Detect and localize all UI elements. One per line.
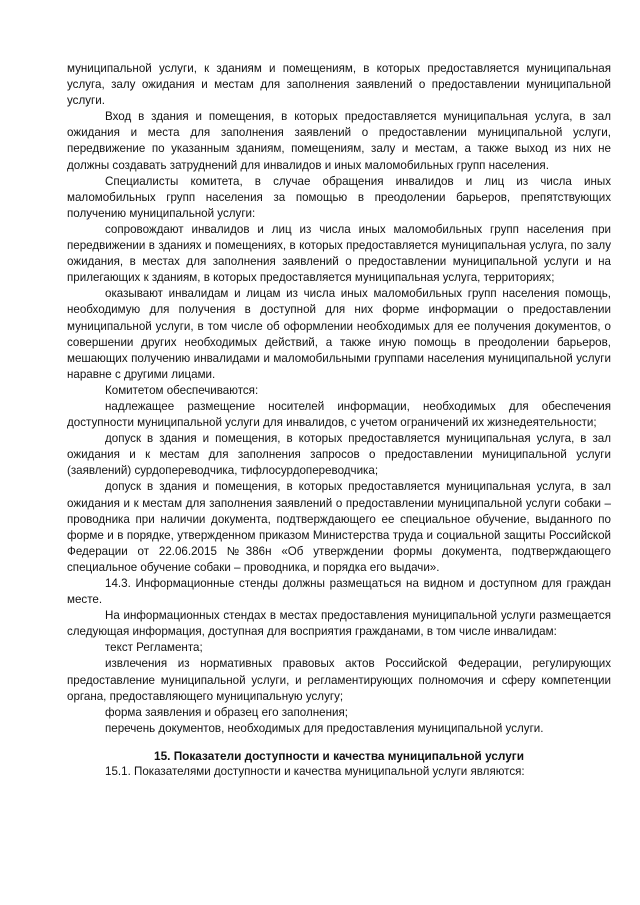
paragraph-3: Специалисты комитета, в случае обращения инвалидов и лиц из числа иных маломобильных групп населения за помощью в преодолении барьеров, препятствующих получению муниципальной услуги: xyxy=(67,174,611,220)
document-page xyxy=(67,61,611,780)
paragraph-16: 15.1. Показателями доступности и качества муниципальной услуги являются: xyxy=(105,765,525,779)
paragraph-7: надлежащее размещение носителей информации, необходимых для обеспечения доступности муниципальной услуги для инвалидов, с учетом ограничений их жизнедеятельности; xyxy=(67,399,611,430)
paragraph-12: текст Регламента; xyxy=(105,641,203,655)
paragraph-9: допуск в здания и помещения, в которых предоставляется муниципальная услуга, в зал ожидания и к местам для заполнения заявлений о предоставлении муниципальной услуги собаки – проводника при наличии документа, подтверждающего ее специальное обучение, выданного по форме и в порядке, утвержденном приказом Министерства труда и социальной защиты Российской Федерации от 22.06.2015 №386н «Об утверждении формы документа, подтверждающего специальное обучение собаки – проводника, и порядка его выдачи». xyxy=(67,480,611,574)
paragraph-4: сопровождают инвалидов и лиц из числа иных маломобильных групп населения при передвижении в зданиях и помещениях, в которых предоставляется муниципальная услуга, по залу ожидания, в местах для заполнения заявлений о предоставлении муниципальной услуги и на прилегающих к зданиям, в которых предоставляется муниципальная услуга, территориях; xyxy=(67,222,611,285)
paragraph-1: муниципальной услуги, к зданиям и помещениям, в которых предоставляется муниципальная услуга, залу ожидания и местам для заполнения заявлений о предоставлении муниципальной услуги. xyxy=(67,62,611,108)
paragraph-14: форма заявления и образец его заполнения; xyxy=(105,705,348,719)
paragraph-13: извлечения из нормативных правовых актов Российской Федерации, регулирующих предоставление муниципальной услуги, и регламентирующих полномочия и сферу компетенции органа, предоставляющего муниципальную услугу; xyxy=(67,657,611,703)
paragraph-5: оказывают инвалидам и лицам из числа иных маломобильных групп населения помощь, необходимую для получения в доступной для них форме информации о предоставлении муниципальной услуги, в том числе об оформлении необходимых для ее получения документов, о совершении других необходимых действий, а также иную помощь в преодолении барьеров, мешающих получению инвалидами и маломобильными группами населения муниципальной услуги наравне с другими лицами. xyxy=(67,287,611,381)
paragraph-10: 14.3. Информационные стенды должны размещаться на видном и доступном для граждан месте. xyxy=(67,577,611,607)
paragraph-2: Вход в здания и помещения, в которых предоставляется муниципальная услуга, в зал ожидания и места для заполнения заявлений о предоставлении муниципальной услуги, передвижение по указанным зданиям, помещениям, залу и местам, а также выход из них не должны создавать затруднений для инвалидов и иных маломобильных групп населения. xyxy=(67,110,611,172)
paragraph-6: Комитетом обеспечиваются: xyxy=(105,383,259,397)
paragraph-11: На информационных стендах в местах предоставления муниципальной услуги размещается следующая информация, доступная для восприятия гражданами, в том числе инвалидам: xyxy=(67,609,611,639)
paragraph-15: перечень документов, необходимых для предоставления муниципальной услуги. xyxy=(105,721,544,735)
paragraph-8: допуск в здания и помещения, в которых предоставляется муниципальная услуга, в зал ожидания и к местам для заполнения запросов о предоставлении муниципальной услуги (заявлений) сурдопереводчика, тифлосурдопереводчика; xyxy=(67,432,611,478)
section-heading: 15. Показатели доступности и качества муниципальной услуги xyxy=(154,748,524,763)
